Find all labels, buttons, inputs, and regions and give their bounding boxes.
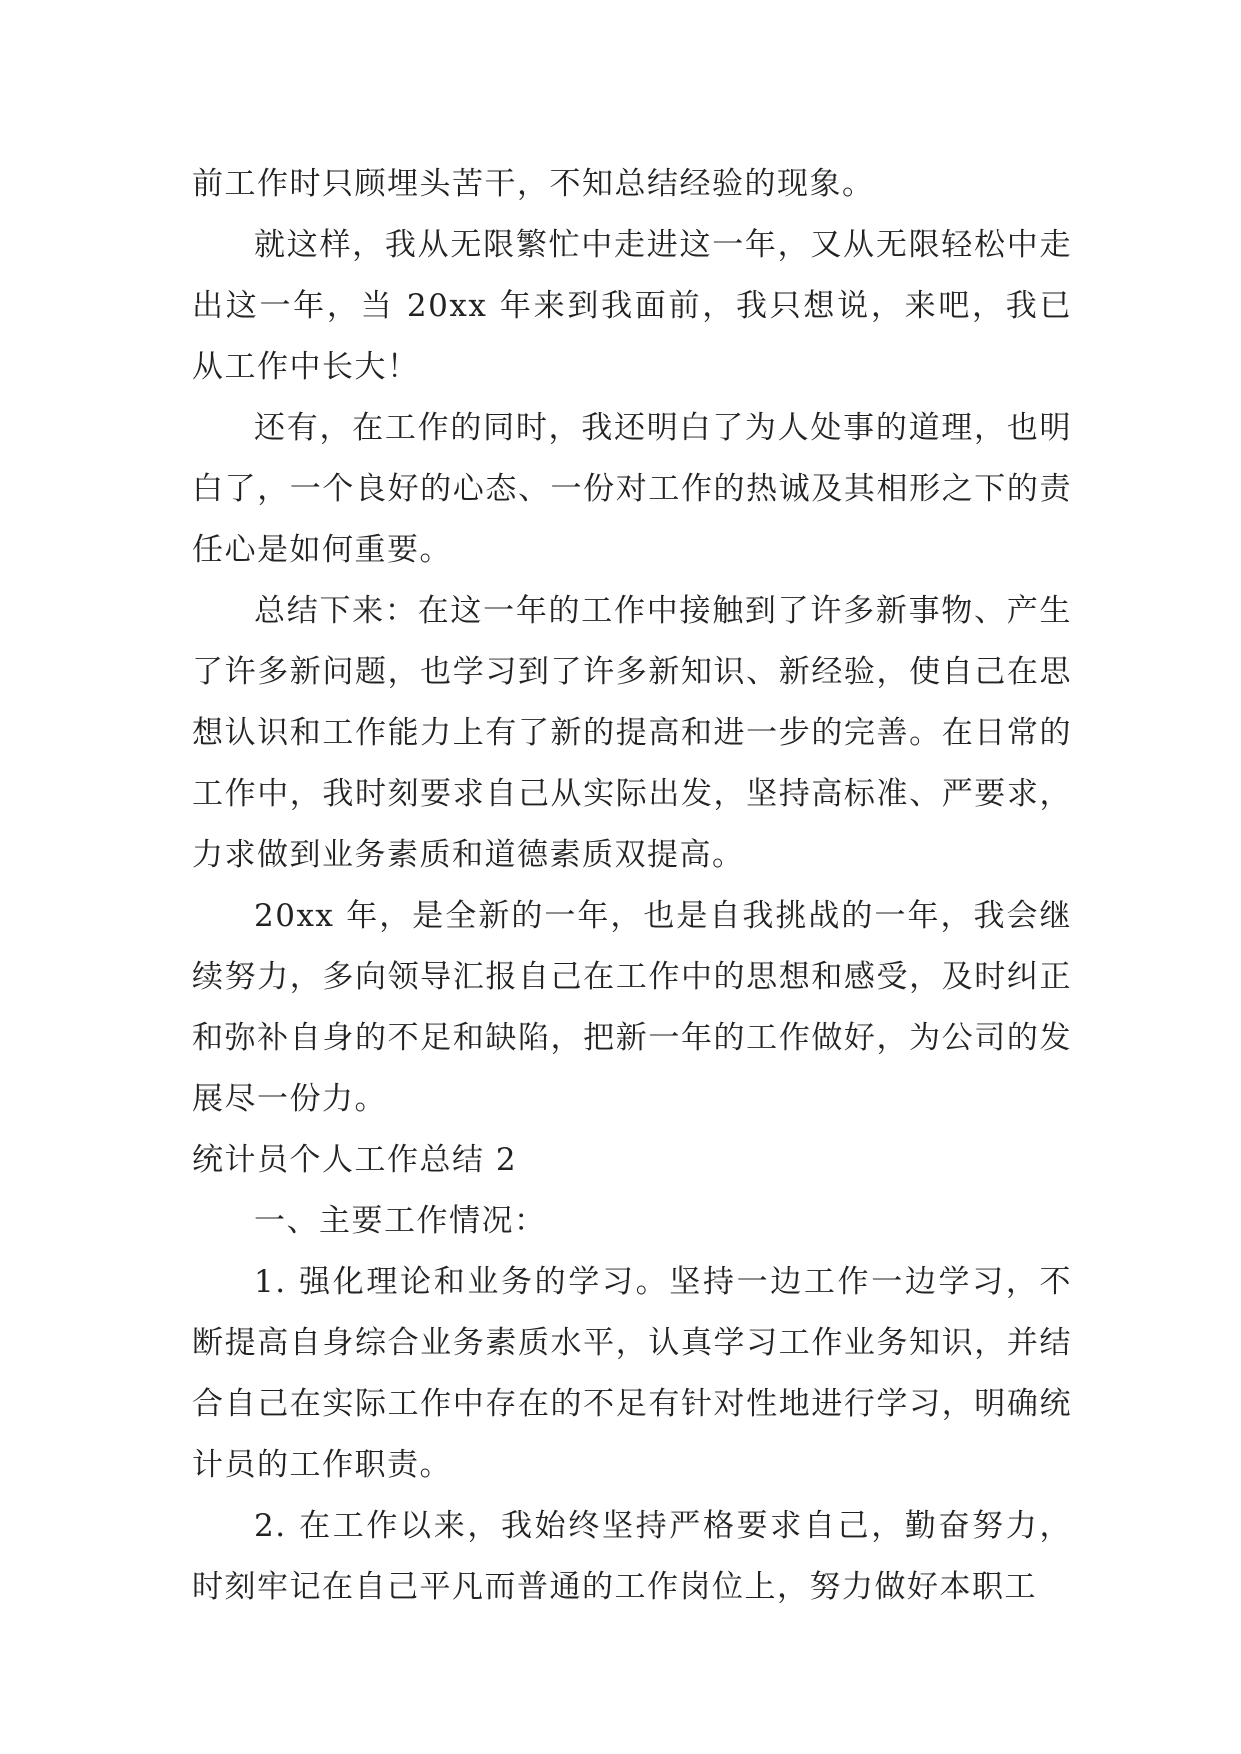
paragraph: 1. 强化理论和业务的学习。坚持一边工作一边学习，不断提高自身综合业务素质水平，认真学习工作业务知识，并结合自己在实际工作中存在的不足有针对性地进行学习，明确统计员的工作职责。 — [192, 1264, 1072, 1483]
paragraph: 就这样，我从无限繁忙中走进这一年，又从无限轻松中走出这一年，当 20xx 年来到我面前，我只想说，来吧，我已从工作中长大！ — [192, 227, 1072, 385]
document-body — [192, 154, 1072, 1618]
section-heading: 统计员个人工作总结 2 — [192, 1142, 518, 1178]
paragraph: 2. 在工作以来，我始终坚持严格要求自己，勤奋努力，时刻牢记在自己平凡而普通的工作岗位上，努力做好本职工 — [192, 1508, 1072, 1605]
paragraph: 总结下来：在这一年的工作中接触到了许多新事物、产生了许多新问题，也学习到了许多新知识、新经验，使自己在思想认识和工作能力上有了新的提高和进一步的完善。在日常的工作中，我时刻要求自己从实际出发，坚持高标准、严要求，力求做到业务素质和道德素质双提高。 — [192, 593, 1072, 873]
paragraph: 一、主要工作情况： — [254, 1203, 547, 1239]
paragraph: 还有，在工作的同时，我还明白了为人处事的道理，也明白了，一个良好的心态、一份对工作的热诚及其相形之下的责任心是如何重要。 — [192, 410, 1072, 568]
paragraph: 20xx 年，是全新的一年，也是自我挑战的一年，我会继续努力，多向领导汇报自己在工作中的思想和感受，及时纠正和弥补自身的不足和缺陷，把新一年的工作做好，为公司的发展尽一份力。 — [192, 898, 1072, 1117]
paragraph-continued: 前工作时只顾埋头苦干，不知总结经验的现象。 — [192, 166, 875, 202]
